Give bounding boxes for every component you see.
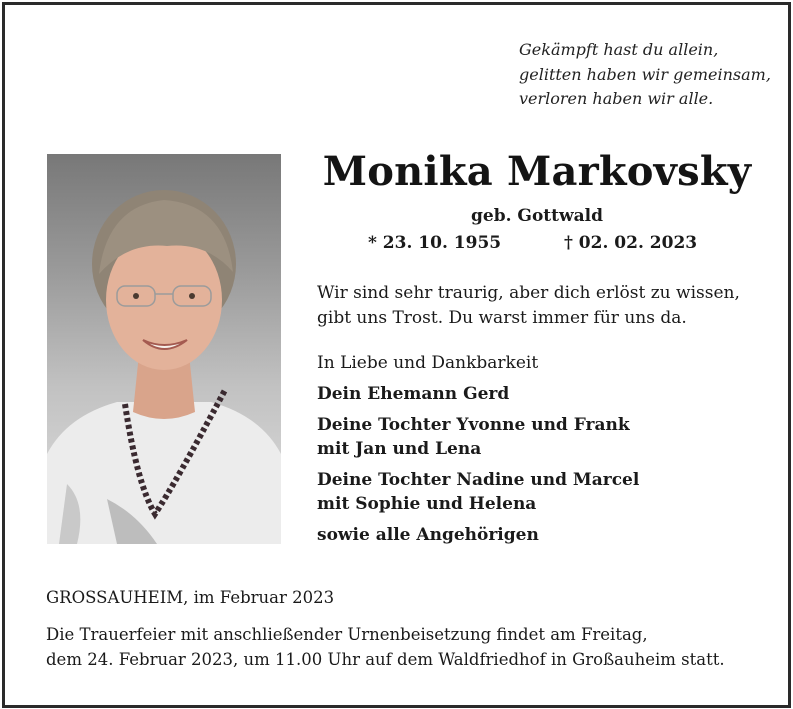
mourner-husband: Dein Ehemann Gerd xyxy=(317,384,510,404)
poem-line: gelitten haben wir gemeinsam, xyxy=(519,64,771,84)
poem xyxy=(519,38,769,112)
mourner-daughter: Deine Tochter Nadine und Marcel xyxy=(317,470,640,490)
mourners-list xyxy=(317,351,757,547)
birth-date: * 23. 10. 1955 xyxy=(368,233,502,253)
quote-line: Wir sind sehr traurig, aber dich erlöst zu wissen, xyxy=(317,283,740,303)
quote-line: gibt uns Trost. Du warst immer für uns da. xyxy=(317,308,687,328)
mourner-grandchildren: mit Jan und Lena xyxy=(317,439,482,459)
mourner-grandchildren: mit Sophie und Helena xyxy=(317,494,537,514)
poem-line: Gekämpft hast du allein, xyxy=(519,40,719,59)
quote xyxy=(317,281,757,331)
mourner-daughter: Deine Tochter Yvonne und Frank xyxy=(317,415,630,435)
portrait-photo xyxy=(47,154,281,544)
maiden-name: geb. Gottwald xyxy=(471,206,603,226)
ceremony-info xyxy=(46,622,725,672)
portrait-illustration xyxy=(47,154,281,544)
death-date: † 02. 02. 2023 xyxy=(564,233,698,253)
place-date: GROSSAUHEIM, im Februar 2023 xyxy=(46,588,335,607)
ceremony-line: dem 24. Februar 2023, um 11.00 Uhr auf dem Waldfriedhof in Großauheim statt. xyxy=(46,650,725,669)
poem-line: verloren haben wir alle. xyxy=(519,89,714,108)
ceremony-line: Die Trauerfeier mit anschließender Urnenbeisetzung findet am Freitag, xyxy=(46,625,648,644)
mourner-relatives: sowie alle Angehörigen xyxy=(317,525,539,545)
deceased-name: Monika Markovsky xyxy=(322,148,752,195)
mourners-intro: In Liebe und Dankbarkeit xyxy=(317,353,539,373)
